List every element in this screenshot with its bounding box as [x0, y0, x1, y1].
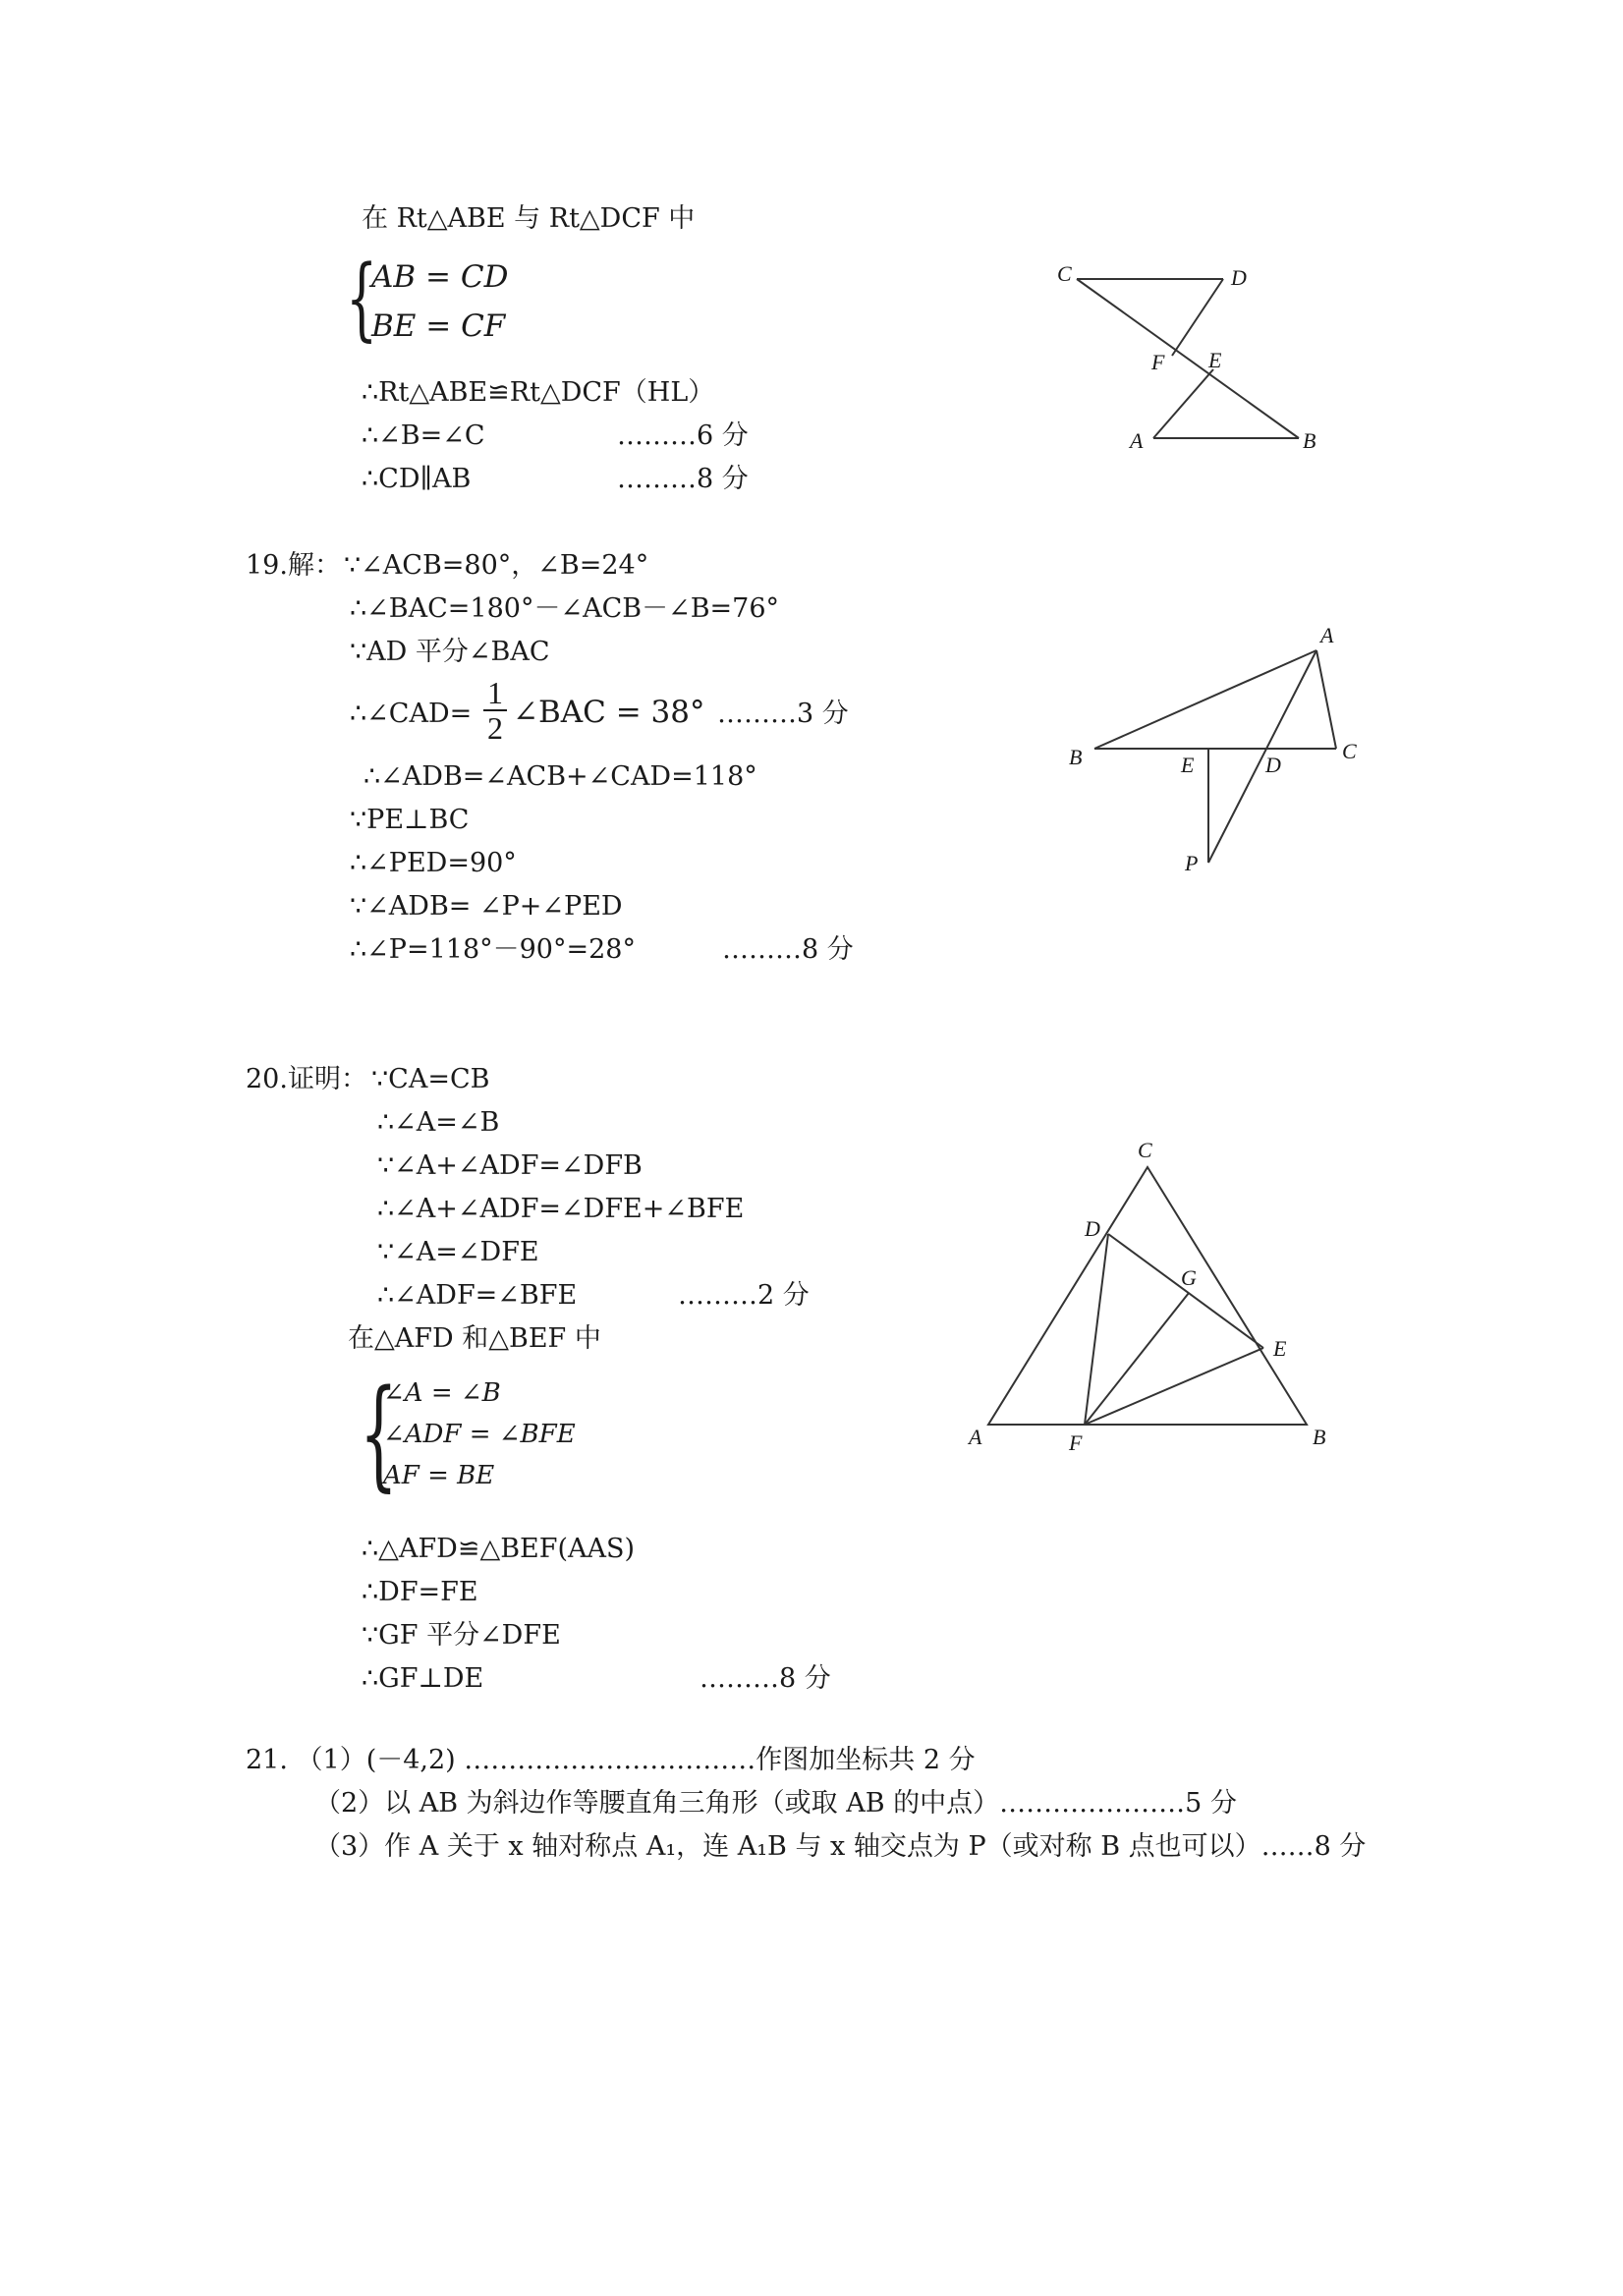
q18-figure: [1041, 255, 1336, 462]
q19-label-d: D: [1265, 753, 1281, 777]
q19-figure: [1051, 619, 1375, 884]
q20-score-2: ………2 分: [678, 1280, 810, 1311]
q19-frac-num: 1: [487, 675, 503, 710]
q20-label-d: D: [1085, 1216, 1100, 1241]
q20-score-8: ………8 分: [700, 1663, 831, 1694]
q20-label-e: E: [1273, 1336, 1287, 1361]
q19-score-3: ………3 分: [717, 699, 849, 729]
q19-line-4-rhs: ∠BAC = 38°: [513, 695, 705, 730]
q19-line-5: ∴∠ADB=∠ACB+∠CAD=118°: [364, 761, 757, 792]
q20-label-c: C: [1138, 1138, 1152, 1162]
q18-label-a: A: [1130, 428, 1144, 453]
q20-system-eq-2: ∠ADF = ∠BFE: [383, 1420, 576, 1449]
q19-label-p: P: [1185, 851, 1199, 875]
q19-label-b: B: [1069, 745, 1083, 769]
q18-label-f: F: [1151, 350, 1165, 374]
left-brace-icon: {: [360, 1364, 398, 1503]
q20-after-3: ∵GF 平分∠DFE: [362, 1620, 561, 1651]
q20-after-2: ∴DF=FE: [362, 1577, 478, 1607]
q20-line-2: ∴∠A=∠B: [377, 1107, 500, 1138]
q18-label-b: B: [1303, 428, 1316, 453]
q21-line-3: （3）作 A 关于 x 轴对称点 A₁，连 A₁B 与 x 轴交点为 P（或对称 B 点也可以）……8 分: [314, 1831, 1367, 1862]
q19-line-3: ∵AD 平分∠BAC: [350, 637, 550, 667]
q20-after-4: ∴GF⊥DE: [362, 1663, 484, 1694]
q18-system-eq-1: AB = CD: [371, 259, 509, 295]
q18-system-eq-2: BE = CF: [371, 308, 506, 344]
q18-line-congruent: ∴Rt△ABE≌Rt△DCF（HL）: [362, 377, 715, 408]
q20-label-f: F: [1069, 1430, 1083, 1455]
q20-line-1: ∵CA=CB: [371, 1064, 490, 1094]
q20-line-5: ∵∠A=∠DFE: [377, 1237, 539, 1267]
q18-score-6: ………6 分: [617, 420, 749, 451]
q19-line-1: ∵∠ACB=80°，∠B=24°: [344, 550, 649, 581]
q19-label-e: E: [1181, 753, 1195, 777]
q20-after-1: ∴△AFD≌△BEF(AAS): [362, 1534, 636, 1564]
q18-line-parallel: ∴CD∥AB: [362, 464, 472, 494]
q19-score-8: ………8 分: [722, 934, 854, 965]
q19-fraction: [479, 676, 511, 745]
q19-line-2: ∴∠BAC=180°－∠ACB－∠B=76°: [350, 593, 780, 624]
q18-label-d: D: [1231, 265, 1247, 290]
q19-line-8: ∵∠ADB= ∠P+∠PED: [350, 891, 623, 922]
q18-label-e: E: [1208, 348, 1222, 372]
q21-line-2: （2）以 AB 为斜边作等腰直角三角形（或取 AB 的中点）…………………5 分: [314, 1788, 1237, 1819]
q19-line-7: ∴∠PED=90°: [350, 848, 517, 878]
q19-label-c: C: [1342, 739, 1357, 763]
q20-line-6: ∴∠ADF=∠BFE: [377, 1280, 578, 1311]
q19-frac-den: 2: [487, 710, 503, 746]
q19-line-9: ∴∠P=118°－90°=28°: [350, 934, 636, 965]
q20-line-4: ∴∠A+∠ADF=∠DFE+∠BFE: [377, 1194, 745, 1224]
q20-figure: [953, 1130, 1346, 1454]
q21-line-1: 21. （1）(－4,2) ……………………………作图加坐标共 2 分: [246, 1745, 976, 1775]
left-brace-icon: {: [346, 246, 378, 351]
q18-line-angle-b-c: ∴∠B=∠C: [362, 420, 485, 451]
q20-system-eq-3: AF = BE: [383, 1461, 495, 1490]
q19-lead: 19.解：: [246, 550, 341, 581]
q20-system-eq-1: ∠A = ∠B: [383, 1378, 501, 1408]
q19-label-a: A: [1320, 623, 1334, 647]
q20-line-7: 在△AFD 和△BEF 中: [348, 1323, 601, 1354]
q20-label-b: B: [1313, 1425, 1326, 1449]
q20-line-3: ∵∠A+∠ADF=∠DFB: [377, 1150, 643, 1181]
q20-label-a: A: [969, 1425, 982, 1449]
q18-label-c: C: [1057, 261, 1072, 286]
q20-label-g: G: [1181, 1265, 1197, 1290]
q20-lead: 20.证明：: [246, 1064, 367, 1094]
q18-score-8: ………8 分: [617, 464, 749, 494]
q18-intro: 在 Rt△ABE 与 Rt△DCF 中: [362, 203, 696, 234]
q19-line-4-lhs: ∴∠CAD=: [350, 699, 473, 729]
q19-line-6: ∵PE⊥BC: [350, 805, 470, 835]
